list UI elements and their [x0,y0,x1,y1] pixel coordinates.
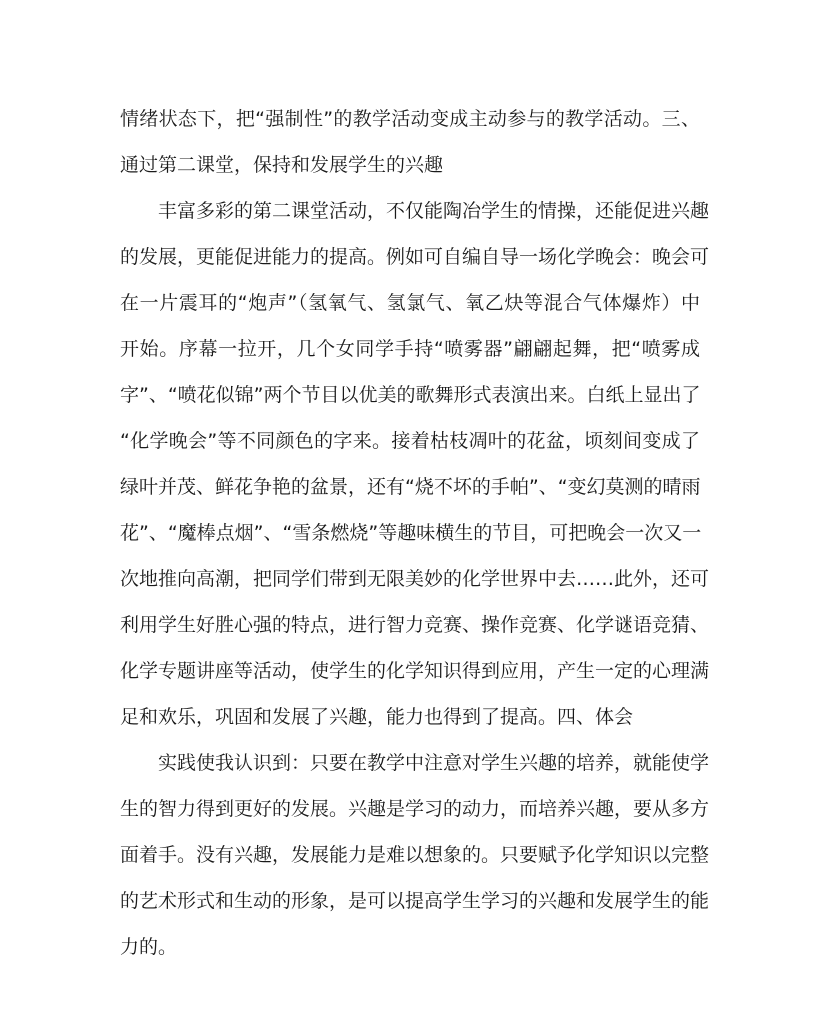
text-line: 利用学生好胜心强的特点，进行智力竞赛、操作竞赛、化学谜语竞猜、 [120,614,710,636]
text-line: 的发展，更能促进能力的提高。例如可自编自导一场化学晚会：晚会可 [120,246,710,268]
text-line: 化学专题讲座等活动，使学生的化学知识得到应用，产生一定的心理满 [120,660,710,682]
text-line: 在一片震耳的“炮声”（氢氧气、氢氯气、氧乙炔等混合气体爆炸）中 [120,292,700,314]
text-line: 字”、“喷花似锦”两个节目以优美的歌舞形式表演出来。白纸上显出了 [120,384,701,406]
text-line: 次地推向高潮，把同学们带到无限美妙的化学世界中去……此外，还可 [120,568,710,590]
text-line: 足和欢乐，巩固和发展了兴趣，能力也得到了提高。四、体会 [120,706,634,728]
text-line: 情绪状态下，把“强制性”的教学活动变成主动参与的教学活动。三、 [120,108,700,130]
text-line: 通过第二课堂，保持和发展学生的兴趣 [120,154,444,176]
text-line: 力的。 [120,936,178,958]
text-line: 开始。序幕一拉开，几个女同学手持“喷雾器”翩翩起舞，把“喷雾成 [120,338,700,360]
text-line: “化学晚会”等不同颜色的字来。接着枯枝凋叶的花盆，顷刻间变成了 [120,430,700,452]
text-line: 生的智力得到更好的发展。兴趣是学习的动力，而培养兴趣，要从多方 [120,798,710,820]
text-line: 花”、“魔棒点烟”、“雪条燃烧”等趣味横生的节目，可把晚会一次又一 [120,522,702,544]
paragraph-first-line: 实践使我认识到：只要在教学中注意对学生兴趣的培养，就能使学 [158,752,710,774]
paragraph-first-line: 丰富多彩的第二课堂活动，不仅能陶冶学生的情操，还能促进兴趣 [158,200,710,222]
text-line: 绿叶并茂、鲜花争艳的盆景，还有“烧不坏的手帕”、“变幻莫测的晴雨 [120,476,701,498]
text-line: 面着手。没有兴趣，发展能力是难以想象的。只要赋予化学知识以完整 [120,844,710,866]
text-line: 的艺术形式和生动的形象，是可以提高学生学习的兴趣和发展学生的能 [120,890,710,912]
body-text [120,96,710,970]
